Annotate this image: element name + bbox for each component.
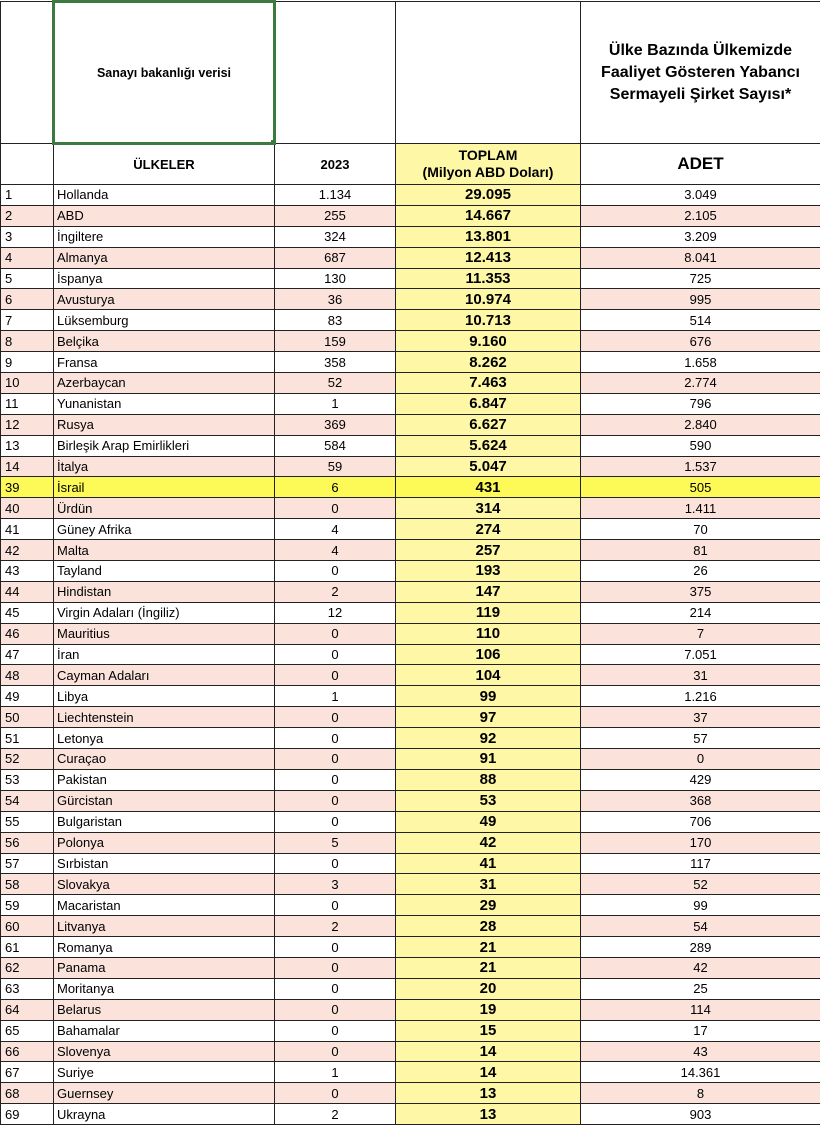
total-cell[interactable]: 274 [396,519,581,540]
total-cell[interactable]: 97 [396,707,581,728]
year-header: 2023 [275,144,396,185]
adet-cell[interactable]: 114 [581,999,820,1020]
country-cell[interactable]: Ukrayna [54,1104,275,1125]
table-row [1,1083,820,1104]
country-cell[interactable]: Romanya [54,937,275,958]
total-cell[interactable]: 11.353 [396,268,581,289]
total-cell[interactable]: 29.095 [396,185,581,206]
total-cell[interactable]: 19 [396,999,581,1020]
total-cell[interactable]: 21 [396,937,581,958]
year-2023-cell[interactable]: 6 [275,477,396,498]
adet-title: Ülke Bazında Ülkemizde Faaliyet Gösteren Yabancı Sermayeli Şirket Sayısı* [581,2,820,144]
year-2023-cell[interactable]: 0 [275,1041,396,1062]
year-2023-cell[interactable]: 2 [275,1104,396,1125]
country-cell[interactable]: Yunanistan [54,393,275,414]
title-row [1,2,820,144]
table-row [1,289,820,310]
row-number-cell[interactable]: 66 [1,1041,54,1062]
empty-total-header-cell [396,2,581,144]
adet-cell[interactable]: 1.658 [581,352,820,373]
row-number-cell[interactable]: 54 [1,790,54,811]
table-row [1,853,820,874]
year-2023-cell[interactable]: 130 [275,268,396,289]
total-cell[interactable]: 7.463 [396,373,581,394]
adet-cell[interactable]: 2.105 [581,205,820,226]
country-cell[interactable]: Suriye [54,1062,275,1083]
table-row [1,1104,820,1125]
row-number-cell[interactable]: 43 [1,561,54,582]
total-cell[interactable]: 20 [396,978,581,999]
year-2023-cell[interactable]: 4 [275,519,396,540]
table-row [1,205,820,226]
country-cell[interactable]: Malta [54,540,275,561]
country-cell[interactable]: Sırbistan [54,853,275,874]
total-cell[interactable]: 49 [396,811,581,832]
total-cell[interactable]: 14 [396,1041,581,1062]
adet-cell[interactable]: 7.051 [581,644,820,665]
row-number-cell[interactable]: 47 [1,644,54,665]
country-cell[interactable]: ABD [54,205,275,226]
row-number-cell[interactable]: 48 [1,665,54,686]
country-cell[interactable]: Belçika [54,331,275,352]
table-row [1,373,820,394]
year-2023-cell[interactable]: 687 [275,247,396,268]
row-number-cell[interactable]: 39 [1,477,54,498]
country-cell[interactable]: Bulgaristan [54,811,275,832]
total-cell[interactable]: 8.262 [396,352,581,373]
country-cell[interactable]: Virgin Adaları (İngiliz) [54,602,275,623]
adet-cell[interactable]: 3.209 [581,226,820,247]
total-cell[interactable]: 193 [396,561,581,582]
empty-corner-cell [1,2,54,144]
adet-cell[interactable]: 31 [581,665,820,686]
row-number-cell[interactable]: 12 [1,414,54,435]
country-cell[interactable]: Curaçao [54,749,275,770]
total-cell[interactable]: 31 [396,874,581,895]
country-cell[interactable]: Rusya [54,414,275,435]
table-row [1,477,820,498]
source-note: Sanayı bakanlığı verisi [97,66,231,80]
total-cell[interactable]: 13 [396,1083,581,1104]
year-2023-cell[interactable]: 0 [275,790,396,811]
table-row [1,498,820,519]
adet-cell[interactable]: 3.049 [581,185,820,206]
row-number-cell[interactable]: 50 [1,707,54,728]
row-number-cell[interactable]: 55 [1,811,54,832]
year-2023-cell[interactable]: 1.134 [275,185,396,206]
country-cell[interactable]: Azerbaycan [54,373,275,394]
total-cell[interactable]: 29 [396,895,581,916]
year-2023-cell[interactable]: 0 [275,749,396,770]
year-2023-cell[interactable]: 0 [275,498,396,519]
total-cell[interactable]: 21 [396,957,581,978]
country-cell[interactable]: Guernsey [54,1083,275,1104]
row-number-cell[interactable]: 69 [1,1104,54,1125]
table-row [1,185,820,206]
table-row [1,999,820,1020]
country-cell[interactable]: Almanya [54,247,275,268]
table-row [1,895,820,916]
country-cell[interactable]: Belarus [54,999,275,1020]
country-cell[interactable]: Panama [54,957,275,978]
empty-no-header-cell [1,144,54,185]
adet-cell[interactable]: 0 [581,749,820,770]
row-number-cell[interactable]: 53 [1,769,54,790]
table-row [1,790,820,811]
country-cell[interactable]: Letonya [54,728,275,749]
row-number-cell[interactable]: 10 [1,373,54,394]
row-number-cell[interactable]: 1 [1,185,54,206]
year-2023-cell[interactable]: 2 [275,581,396,602]
row-number-cell[interactable]: 56 [1,832,54,853]
table-row [1,352,820,373]
row-number-cell[interactable]: 42 [1,540,54,561]
country-cell[interactable]: İran [54,644,275,665]
year-2023-cell[interactable]: 0 [275,853,396,874]
year-2023-cell[interactable]: 0 [275,623,396,644]
total-cell[interactable]: 42 [396,832,581,853]
total-cell[interactable]: 5.047 [396,456,581,477]
total-cell[interactable]: 431 [396,477,581,498]
adet-cell[interactable]: 514 [581,310,820,331]
country-cell[interactable]: Birleşik Arap Emirlikleri [54,435,275,456]
adet-cell[interactable]: 505 [581,477,820,498]
adet-cell[interactable]: 25 [581,978,820,999]
row-number-cell[interactable]: 45 [1,602,54,623]
table-row [1,561,820,582]
country-cell[interactable]: Ürdün [54,498,275,519]
adet-cell[interactable]: 99 [581,895,820,916]
year-2023-cell[interactable]: 1 [275,686,396,707]
row-number-cell[interactable]: 63 [1,978,54,999]
table-row [1,456,820,477]
table-body [1,185,820,1125]
total-cell[interactable]: 5.624 [396,435,581,456]
total-header-line2: (Milyon ABD Doları) [396,164,580,181]
year-2023-cell[interactable]: 36 [275,289,396,310]
adet-cell[interactable]: 1.537 [581,456,820,477]
row-number-cell[interactable]: 3 [1,226,54,247]
country-cell[interactable]: Gürcistan [54,790,275,811]
adet-cell[interactable]: 590 [581,435,820,456]
row-number-cell[interactable]: 11 [1,393,54,414]
year-2023-cell[interactable]: 1 [275,1062,396,1083]
total-cell[interactable]: 91 [396,749,581,770]
country-cell[interactable]: Moritanya [54,978,275,999]
adet-cell[interactable]: 26 [581,561,820,582]
row-number-cell[interactable]: 13 [1,435,54,456]
year-2023-cell[interactable]: 2 [275,916,396,937]
table-row [1,268,820,289]
total-cell[interactable]: 13.801 [396,226,581,247]
adet-cell[interactable]: 375 [581,581,820,602]
year-2023-cell[interactable]: 0 [275,895,396,916]
adet-cell[interactable]: 676 [581,331,820,352]
row-number-cell[interactable]: 65 [1,1020,54,1041]
adet-cell[interactable]: 214 [581,602,820,623]
table-row [1,414,820,435]
table-row [1,644,820,665]
year-2023-cell[interactable]: 3 [275,874,396,895]
year-2023-cell[interactable]: 0 [275,999,396,1020]
table-row [1,686,820,707]
year-2023-cell[interactable]: 255 [275,205,396,226]
adet-cell[interactable]: 368 [581,790,820,811]
year-2023-cell[interactable]: 0 [275,811,396,832]
country-cell[interactable]: Güney Afrika [54,519,275,540]
row-number-cell[interactable]: 62 [1,957,54,978]
year-2023-cell[interactable]: 52 [275,373,396,394]
year-2023-cell[interactable]: 5 [275,832,396,853]
row-number-cell[interactable]: 64 [1,999,54,1020]
total-header [396,144,581,185]
adet-cell[interactable]: 54 [581,916,820,937]
total-cell[interactable]: 104 [396,665,581,686]
country-cell[interactable]: Pakistan [54,769,275,790]
adet-cell[interactable]: 429 [581,769,820,790]
total-cell[interactable]: 257 [396,540,581,561]
table-row [1,623,820,644]
country-cell[interactable]: İspanya [54,268,275,289]
year-2023-cell[interactable]: 0 [275,665,396,686]
table-row [1,811,820,832]
country-cell[interactable]: Hindistan [54,581,275,602]
adet-cell[interactable]: 37 [581,707,820,728]
row-number-cell[interactable]: 67 [1,1062,54,1083]
adet-cell[interactable]: 8 [581,1083,820,1104]
total-cell[interactable]: 314 [396,498,581,519]
year-2023-cell[interactable]: 0 [275,644,396,665]
row-number-cell[interactable]: 41 [1,519,54,540]
total-cell[interactable]: 106 [396,644,581,665]
table-row [1,540,820,561]
adet-cell[interactable]: 289 [581,937,820,958]
adet-cell[interactable]: 8.041 [581,247,820,268]
row-number-cell[interactable]: 14 [1,456,54,477]
total-cell[interactable]: 14.667 [396,205,581,226]
total-cell[interactable]: 13 [396,1104,581,1125]
row-number-cell[interactable]: 61 [1,937,54,958]
column-header-row [1,144,820,185]
row-number-cell[interactable]: 51 [1,728,54,749]
row-number-cell[interactable]: 7 [1,310,54,331]
row-number-cell[interactable]: 2 [1,205,54,226]
adet-cell[interactable]: 995 [581,289,820,310]
year-2023-cell[interactable]: 0 [275,1020,396,1041]
empty-year-header-cell [275,2,396,144]
table-row [1,581,820,602]
total-cell[interactable]: 6.847 [396,393,581,414]
row-number-cell[interactable]: 46 [1,623,54,644]
total-cell[interactable]: 6.627 [396,414,581,435]
table-row [1,749,820,770]
row-number-cell[interactable]: 6 [1,289,54,310]
adet-cell[interactable]: 7 [581,623,820,644]
table-row [1,832,820,853]
total-cell[interactable]: 53 [396,790,581,811]
total-cell[interactable]: 12.413 [396,247,581,268]
fill-handle[interactable] [271,140,275,144]
adet-cell[interactable]: 1.216 [581,686,820,707]
country-cell[interactable]: İngiltere [54,226,275,247]
total-cell[interactable]: 110 [396,623,581,644]
adet-cell[interactable]: 903 [581,1104,820,1125]
year-2023-cell[interactable]: 0 [275,728,396,749]
row-number-cell[interactable]: 58 [1,874,54,895]
row-number-cell[interactable]: 4 [1,247,54,268]
country-cell[interactable]: Mauritius [54,623,275,644]
adet-cell[interactable]: 796 [581,393,820,414]
row-number-cell[interactable]: 5 [1,268,54,289]
country-cell[interactable]: Avusturya [54,289,275,310]
total-cell[interactable]: 10.713 [396,310,581,331]
year-2023-cell[interactable]: 0 [275,1083,396,1104]
adet-cell[interactable]: 14.361 [581,1062,820,1083]
table-row [1,874,820,895]
adet-cell[interactable]: 706 [581,811,820,832]
table-row [1,1041,820,1062]
countries-header: ÜLKELER [54,144,275,185]
country-cell[interactable]: İsrail [54,477,275,498]
adet-cell[interactable]: 81 [581,540,820,561]
year-2023-cell[interactable]: 12 [275,602,396,623]
table-row [1,1020,820,1041]
year-2023-cell[interactable]: 324 [275,226,396,247]
total-cell[interactable]: 10.974 [396,289,581,310]
country-cell[interactable]: Libya [54,686,275,707]
row-number-cell[interactable]: 9 [1,352,54,373]
country-cell[interactable]: Macaristan [54,895,275,916]
country-cell[interactable]: Tayland [54,561,275,582]
total-cell[interactable]: 92 [396,728,581,749]
total-cell[interactable]: 99 [396,686,581,707]
country-cell[interactable]: Bahamalar [54,1020,275,1041]
row-number-cell[interactable]: 52 [1,749,54,770]
table-row [1,769,820,790]
country-cell[interactable]: Litvanya [54,916,275,937]
row-number-cell[interactable]: 44 [1,581,54,602]
year-2023-cell[interactable]: 369 [275,414,396,435]
source-note-cell[interactable] [54,2,275,144]
table-row [1,602,820,623]
table-row [1,247,820,268]
year-2023-cell[interactable]: 0 [275,707,396,728]
table-row [1,957,820,978]
country-cell[interactable]: İtalya [54,456,275,477]
adet-cell[interactable]: 2.840 [581,414,820,435]
year-2023-cell[interactable]: 1 [275,393,396,414]
year-2023-cell[interactable]: 0 [275,978,396,999]
year-2023-cell[interactable]: 159 [275,331,396,352]
table-row [1,916,820,937]
year-2023-cell[interactable]: 358 [275,352,396,373]
table-row [1,435,820,456]
country-cell[interactable]: Polonya [54,832,275,853]
country-cell[interactable]: Slovenya [54,1041,275,1062]
adet-cell[interactable]: 17 [581,1020,820,1041]
adet-cell[interactable]: 52 [581,874,820,895]
year-2023-cell[interactable]: 0 [275,937,396,958]
country-cell[interactable]: Fransa [54,352,275,373]
total-cell[interactable]: 14 [396,1062,581,1083]
table-row [1,1062,820,1083]
adet-cell[interactable]: 725 [581,268,820,289]
table-row [1,519,820,540]
country-cell[interactable]: Cayman Adaları [54,665,275,686]
table-row [1,728,820,749]
table-row [1,331,820,352]
year-2023-cell[interactable]: 0 [275,957,396,978]
row-number-cell[interactable]: 60 [1,916,54,937]
row-number-cell[interactable]: 57 [1,853,54,874]
table-row [1,393,820,414]
adet-header: ADET [581,144,820,185]
table-row [1,978,820,999]
year-2023-cell[interactable]: 0 [275,561,396,582]
table-row [1,937,820,958]
total-cell[interactable]: 9.160 [396,331,581,352]
table-row [1,226,820,247]
table-row [1,665,820,686]
total-header-line1: TOPLAM [396,147,580,164]
row-number-cell[interactable]: 8 [1,331,54,352]
total-cell[interactable]: 147 [396,581,581,602]
adet-cell[interactable]: 70 [581,519,820,540]
total-cell[interactable]: 28 [396,916,581,937]
country-cell[interactable]: Lüksemburg [54,310,275,331]
row-number-cell[interactable]: 40 [1,498,54,519]
total-cell[interactable]: 41 [396,853,581,874]
table-row [1,707,820,728]
row-number-cell[interactable]: 68 [1,1083,54,1104]
table-row [1,310,820,331]
adet-cell[interactable]: 57 [581,728,820,749]
adet-cell[interactable]: 1.411 [581,498,820,519]
total-cell[interactable]: 15 [396,1020,581,1041]
year-2023-cell[interactable]: 83 [275,310,396,331]
adet-cell[interactable]: 117 [581,853,820,874]
adet-cell[interactable]: 170 [581,832,820,853]
country-cell[interactable]: Hollanda [54,185,275,206]
total-cell[interactable]: 88 [396,769,581,790]
country-cell[interactable]: Liechtenstein [54,707,275,728]
country-cell[interactable]: Slovakya [54,874,275,895]
adet-cell[interactable]: 42 [581,957,820,978]
year-2023-cell[interactable]: 4 [275,540,396,561]
adet-cell[interactable]: 2.774 [581,373,820,394]
year-2023-cell[interactable]: 0 [275,769,396,790]
adet-cell[interactable]: 43 [581,1041,820,1062]
row-number-cell[interactable]: 59 [1,895,54,916]
total-cell[interactable]: 119 [396,602,581,623]
year-2023-cell[interactable]: 59 [275,456,396,477]
row-number-cell[interactable]: 49 [1,686,54,707]
year-2023-cell[interactable]: 584 [275,435,396,456]
